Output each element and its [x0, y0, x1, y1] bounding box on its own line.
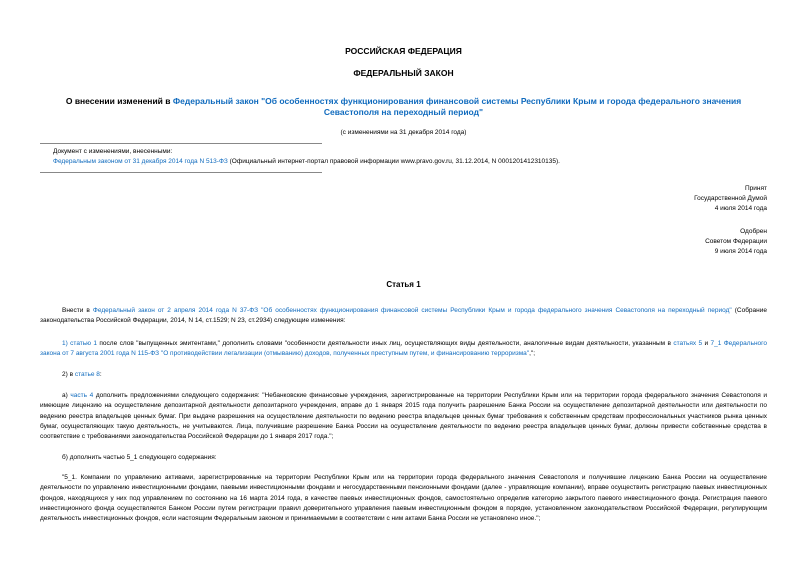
part-4-link[interactable]: часть 4	[70, 392, 94, 399]
document-title	[40, 96, 767, 118]
approved-block	[705, 227, 767, 257]
title-law-link[interactable]: Федеральный закон "Об особенностях функционирования финансовой системы Республики Крым и города федерального значения Севастополя на переходный период"	[172, 96, 742, 117]
p2-text-c: ,";	[529, 350, 536, 358]
p1-text-b: (Собрание законодательства Российской Федерации, 2014, N 14, ст.1529; N 23, ст.2934) следующие изменения:	[40, 307, 767, 325]
p1-text-a: Внести в	[62, 307, 93, 314]
amendments-intro: Документ с изменениями, внесенными:	[53, 148, 173, 155]
paragraph-intro	[40, 306, 767, 327]
p3-text-b: :	[99, 371, 102, 378]
changes-note: (с изменениями на 31 декабря 2014 года)	[340, 129, 467, 136]
adopted-block	[694, 184, 767, 214]
paragraph-item-1	[40, 339, 767, 360]
p2-text-b: и	[702, 340, 711, 347]
adopted-date: 4 июля 2014 года	[714, 205, 767, 212]
country-heading: РОССИЙСКАЯ ФЕДЕРАЦИЯ	[345, 46, 462, 56]
approved-date: 9 июля 2014 года	[714, 248, 767, 255]
paragraph-item-2b: б) дополнить частью 5_1 следующего содержания:	[62, 454, 217, 461]
article-heading: Статья 1	[386, 280, 421, 289]
paragraph-item-2	[40, 370, 767, 380]
approved-body: Советом Федерации	[705, 238, 767, 245]
amending-law-source: (Официальный интернет-портал правовой информации www.pravo.gov.ru, 31.12.2014, N 0001201412310135).	[227, 158, 560, 165]
title-prefix: О внесении изменений в	[65, 96, 173, 106]
article-8-link[interactable]: статье 8	[74, 371, 100, 378]
articles-5-link[interactable]: статьях 5	[673, 340, 703, 347]
p4-text-a: а)	[62, 392, 71, 399]
amending-law-link[interactable]: Федеральным законом от 31 декабря 2014 года N 513-ФЗ	[53, 158, 228, 165]
p4-text-b: дополнить предложениями следующего содержания: "Небанковские финансовые учреждения, зарегистрированные на территории Республики Крым или на территории города федерального значения Севастополя и имеющие лицензию на осуществление депозитарной деятельности депозитарного учреждения, вправе до 1 января 2015 года получить разрешение Банка России на осуществление депозитарной деятельности или деятельности по ведению реестра владельцев ценных бумаг. При выдаче разрешения на осуществление деятельности по ведению реестра владельцев ценных бумаг требования к собственным средствам профессиональных участников рынка ценных бумаг, осуществляющих такую деятельность, не учитываются. Лица, получившие разрешение Банка России на осуществление деятельности по ведению реестра владельцев ценных бумаг, должны привести собственные средства в соответствие с требованиями законодательства Российской Федерации до 1 января 2017 года.";	[40, 392, 767, 441]
p2-text-a: после слов "выпущенных эмитентами," дополнить словами "особенности деятельности иных лиц, осуществляющих виды деятельности, аналогичные видам деятельности, указанным в	[97, 340, 674, 347]
p3-text-a: 2) в	[62, 371, 75, 378]
amendments-line	[53, 157, 560, 167]
amendments-box	[53, 147, 560, 167]
paragraph-item-2a	[40, 391, 767, 442]
adopted-body: Государственной Думой	[694, 195, 767, 202]
paragraph-part-5-1: "5_1. Компании по управлению активами, зарегистрированные на территории Республики Крым или на территории города федерального значения Севастополя и получившие лицензию Банка России на осуществление деятельности по управлению инвестиционными фондами, паевыми инвестиционными фондами и негосударственными пенсионными фондами (далее - управляющие компании), вправе осуществить регистрацию паевых инвестиционных фондов, находящихся у них под управлением по состоянию на 16 марта 2014 года, в качестве паевых инвестиционных фондов, самостоятельно определив категорию закрытого паевого инвестиционного фонда. Регистрация паевого инвестиционного фонда осуществляется Банком России путем регистрации правил доверительного управления паевым инвестиционным фондом в порядке, установленном законодательством Российской Федерации, регулирующим деятельность инвестиционных фондов, если настоящим Федеральным законом и принимаемыми в соответствии с ним актами Банка России не установлено иное.";	[40, 474, 767, 523]
approved-label: Одобрен	[740, 228, 767, 235]
law-115-fz-link[interactable]: 7_1 Федерального закона от 7 августа 2001 года N 115-ФЗ "О противодействии легализации (отмыванию) доходов, полученных преступным путем, и финансированию терроризма"	[40, 340, 768, 358]
divider-bottom	[40, 172, 322, 173]
law-type-heading: ФЕДЕРАЛЬНЫЙ ЗАКОН	[353, 68, 454, 78]
law-37-fz-link[interactable]: Федеральный закон от 2 апреля 2014 года N 37-ФЗ "Об особенностях функционирования финансовой системы Республики Крым и города федерального значения Севастополя на переходный период"	[92, 307, 732, 314]
article-1-link[interactable]: 1) статью 1	[62, 340, 98, 347]
divider-top	[40, 143, 322, 144]
adopted-label: Принят	[744, 185, 767, 192]
